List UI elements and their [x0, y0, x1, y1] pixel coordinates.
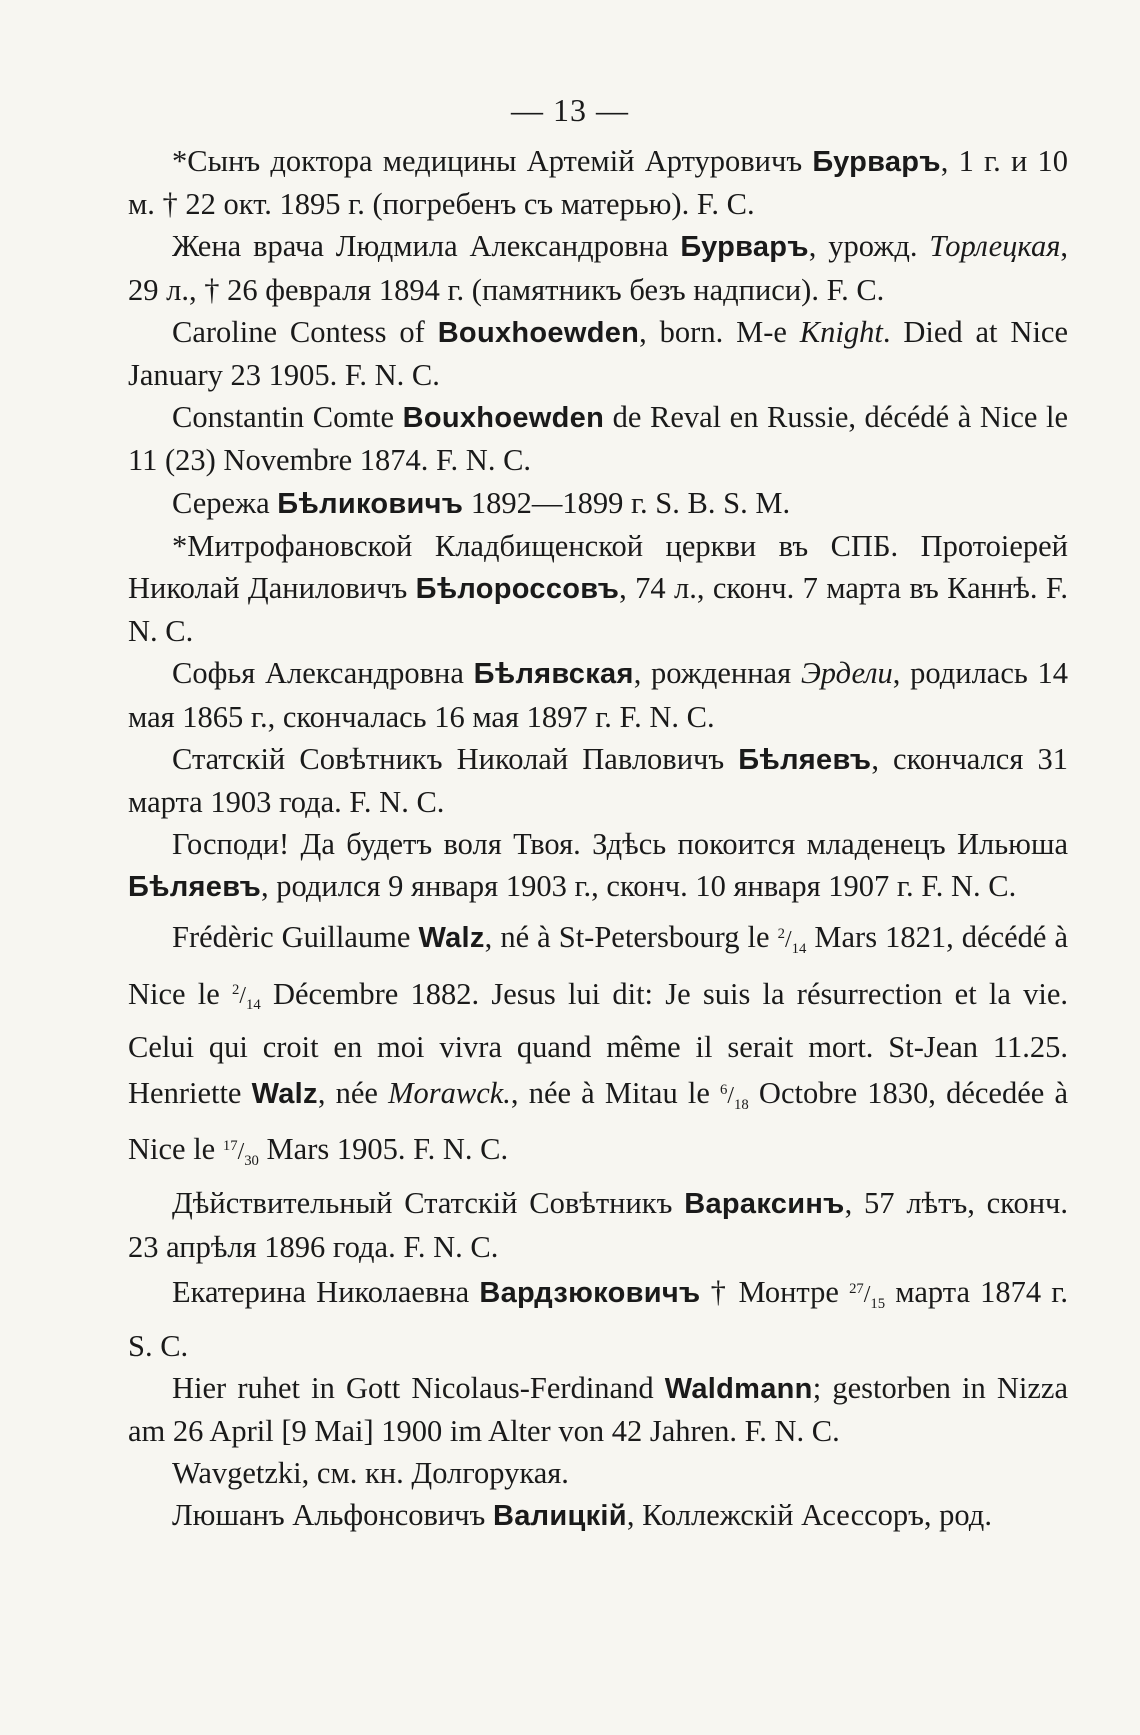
surname: Бурваръ [680, 231, 809, 264]
surname: Бѣляевъ [738, 743, 872, 776]
surname: Бѣлороссовъ [415, 573, 620, 606]
entry-burvar-son: *Сынъ доктора медицины Артемій Артуровичъ Бурваръ, 1 г. и 10 м. † 22 окт. 1895 г. (погребенъ съ матерью). F. C. [128, 144, 1068, 222]
maiden-name: Торлецкая [929, 229, 1061, 264]
entry-vardzyukovich: Екатерина Николаевна Вардзюковичъ † Монтре $^{27}/_{15}$ марта 1874 г. S. C. [128, 1274, 1068, 1363]
surname: Валицкій [492, 1500, 627, 1533]
entry-belyaev-nikolai: Статскій Совѣтникъ Николай Павловичъ Бѣляевъ, скончался 31 марта 1903 года. F. N. C. [128, 741, 1068, 820]
date-fraction: $^2/_{14}$ [232, 982, 261, 1014]
entry-belorossov: *Митрофановской Кладбищенской церкви въ СПБ. Протоіерей Николай Даниловичъ Бѣлороссовъ, 74 л., сконч. 7 марта въ Каннѣ. F. N. C. [128, 528, 1068, 649]
entry-bouxhoewden-constantin: Constantin Comte Bouxhoewden de Reval en Russie, décédé à Nice le 11 (23) Novembre 1874. F. N. C. [128, 400, 1068, 478]
entry-wavgetzki: Wavgetzki, см. кн. Долгорукая. [172, 1456, 569, 1491]
surname: Bouxhoewden [437, 316, 640, 349]
entry-waldmann: Hier ruhet in Gott Nicolaus-Ferdinand Waldmann; gestorben in Nizza am 26 April [9 Mai] 1900 im Alter von 42 Jahren. F. N. C. [128, 1370, 1068, 1449]
maiden-name: Knight [799, 314, 883, 349]
surname: Бѣлявская [473, 658, 634, 691]
maiden-name: Morawck. [388, 1075, 511, 1110]
entry-belyaev-ilyusha: Господи! Да будетъ воля Твоя. Здѣсь покоится младенецъ Ильюша Бѣляевъ, родился 9 января 1903 г., сконч. 10 января 1907 г. F. N. C. [128, 827, 1068, 904]
entry-belikovich: Сережа Бѣликовичъ 1892—1899 г. S. B. S. M. [172, 485, 791, 520]
surname: Bouxhoewden [402, 402, 605, 435]
entry-walz: Frédèric Guillaume Walz, né à St-Petersbourg le $^2/_{14}$ Mars 1821, décédé à Nice le $^2/_{14}$ Décembre 1882. Jesus lui dit: Je suis la résurrection et la vie. Celui qui croit en moi vivra quand même il serait mort. St-Jean 11.25. Henriette Walz, née Morawck., née à Mitau le $^6/_{18}$ Octobre 1830, décedée à Nice le $^{17}/_{30}$ Mars 1905. F. N. C. [128, 919, 1069, 1170]
maiden-name: Эрдели [800, 656, 893, 691]
entry-bouxhoewden-caroline: Caroline Contess of Bouxhoewden, born. M-e Knight. Died at Nice January 23 1905. F. N. C. [128, 314, 1068, 393]
date-fraction: $^6/_{18}$ [720, 1081, 749, 1113]
entry-varaksin: Дѣйствительный Статскій Совѣтникъ Вараксинъ, 57 лѣтъ, сконч. 23 апрѣля 1896 года. F. N. C. [128, 1186, 1068, 1264]
entry-belyavskaya: Софья Александровна Бѣлявская, рожденная Эрдели, родилась 14 мая 1865 г., скончалась 16 мая 1897 г. F. N. C. [128, 656, 1068, 734]
date-fraction: $^2/_{14}$ [777, 925, 807, 957]
date-fraction: $^{27}/_{15}$ [849, 1280, 886, 1312]
surname: Бѣликовичъ [277, 487, 464, 520]
surname: Вараксинъ [684, 1188, 845, 1221]
date-fraction: $^{17}/_{30}$ [222, 1138, 259, 1170]
entry-burvar-wife: Жена врача Людмила Александровна Бурваръ, урожд. Торлецкая, 29 л., † 26 февраля 1894 г. (памятникъ безъ надписи). F. C. [128, 229, 1068, 307]
surname: Walz [418, 921, 485, 954]
surname: Walz [251, 1077, 318, 1110]
entry-valitsky: Люшанъ Альфонсовичъ Валицкій, Коллежскій Асессоръ, род. [172, 1498, 992, 1533]
surname: Waldmann [664, 1372, 813, 1405]
surname: Бурваръ [812, 146, 941, 178]
surname: Вардзюковичъ [479, 1276, 701, 1309]
surname: Бѣляевъ [128, 871, 262, 904]
text-body [128, 140, 1068, 1538]
page-number: — 13 — [511, 92, 629, 128]
